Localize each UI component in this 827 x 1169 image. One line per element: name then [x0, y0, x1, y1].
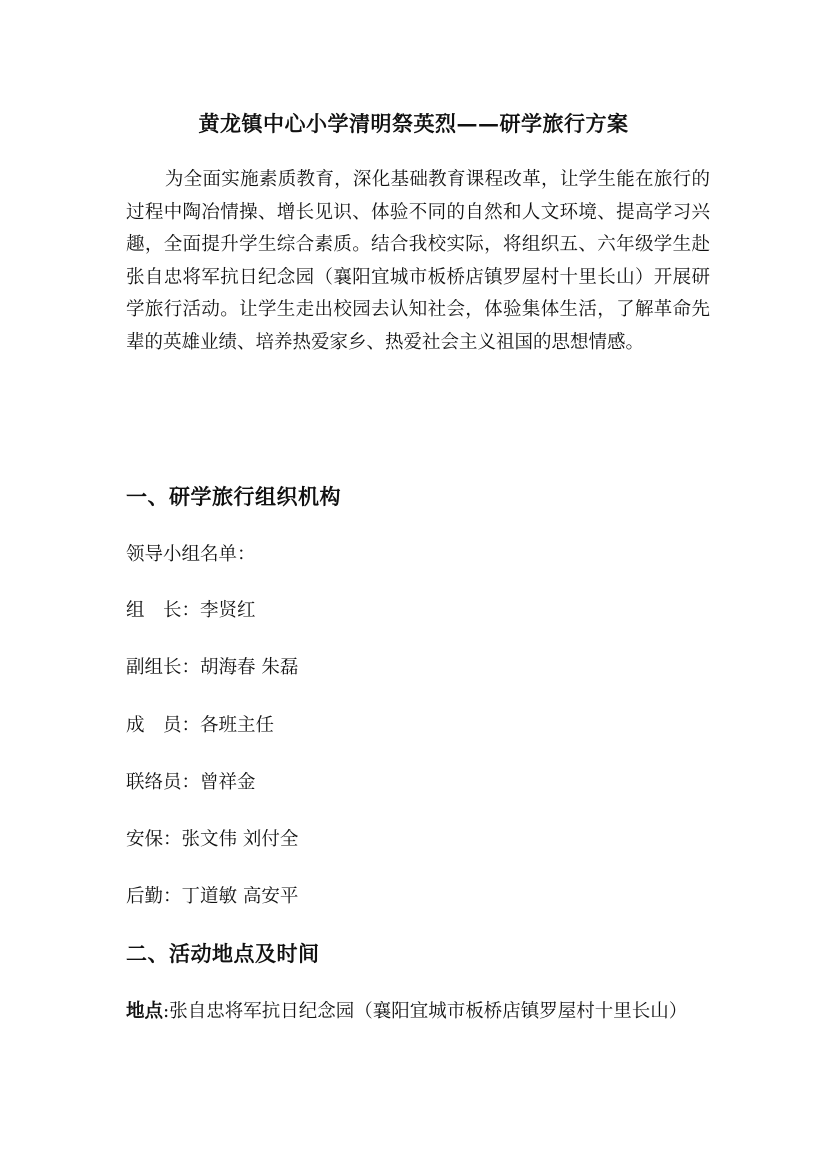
- section-heading-organization: 一、研学旅行组织机构: [126, 484, 341, 509]
- row-members: 成 员：各班主任: [126, 715, 275, 736]
- leader-list-label: 领导小组名单：: [126, 544, 256, 565]
- location-line: [126, 997, 687, 1027]
- row-liaison: 联络员：曾祥金: [126, 772, 256, 793]
- row-group-leader: 组 长：李贤红: [126, 600, 256, 621]
- row-security: 安保：张文伟 刘付全: [126, 829, 299, 850]
- document-title: 黄龙镇中心小学清明祭英烈——研学旅行方案: [198, 111, 629, 136]
- row-deputy-leader: 副组长：胡海春 朱磊: [126, 657, 299, 678]
- location-label: 地点: [126, 1001, 164, 1022]
- section-heading-location-time: 二、活动地点及时间: [126, 941, 320, 966]
- row-logistics: 后勤：丁道敏 高安平: [126, 886, 299, 907]
- location-value: :张自忠将军抗日纪念园（襄阳宜城市板桥店镇罗屋村十里长山）: [163, 1001, 688, 1022]
- intro-paragraph: 为全面实施素质教育，深化基础教育课程改革，让学生能在旅行的过程中陶冶情操、增长见识、体验不同的自然和人文环境、提高学习兴趣，全面提升学生综合素质。结合我校实际，将组织五、六年级学生赴张自忠将军抗日纪念园（襄阳宜城市板桥店镇罗屋村十里长山）开展研学旅行活动。让学生走出校园去认知社会，体验集体生活，了解革命先辈的英雄业绩、培养热爱家乡、热爱社会主义祖国的思想情感。: [126, 169, 710, 353]
